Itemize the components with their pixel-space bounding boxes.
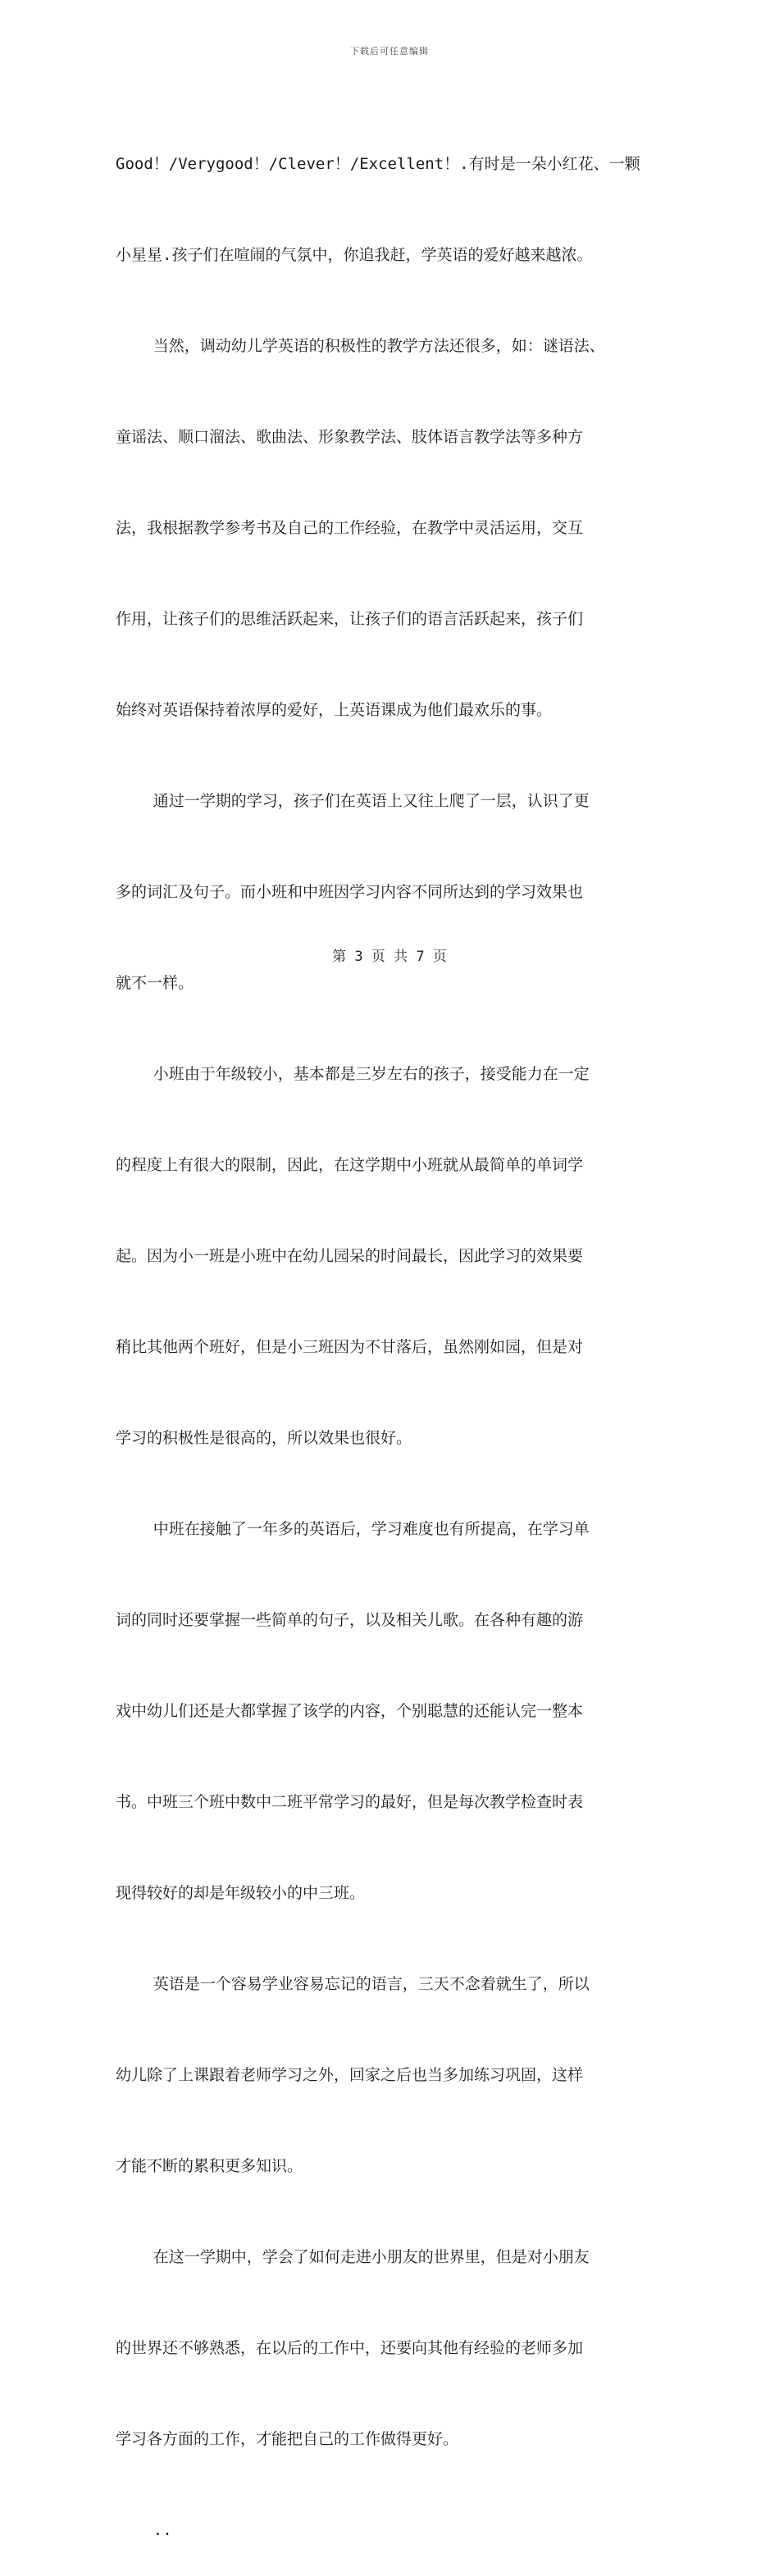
body-line: 童谣法、顺口溜法、歌曲法、形象教学法、肢体语言教学法等多种方 (116, 428, 584, 446)
body-line: Good！/Verygood！/Clever！/Excellent！.有时是一朵小红花、一颗 (116, 155, 640, 173)
body-line: 中班在接触了一年多的英语后，学习难度也有所提高，在学习单 (116, 1520, 590, 1538)
body-line: 始终对英语保持着浓厚的爱好，上英语课成为他们最欢乐的事。 (116, 701, 553, 719)
document-body (116, 89, 673, 2576)
body-line: 稍比其他两个班好，但是小三班因为不甘落后，虽然刚如园，但是对 (116, 1338, 584, 1356)
body-line: 才能不断的累积更多知识。 (116, 2157, 303, 2175)
body-line: 学习的积极性是很高的，所以效果也很好。 (116, 1429, 412, 1447)
body-line: 词的同时还要掌握一些简单的句子，以及相关儿歌。在各种有趣的游 (116, 1611, 584, 1629)
page-header: 下载后可任意编辑 (350, 46, 429, 57)
body-line: 小班由于年级较小，基本都是三岁左右的孩子，接受能力在一定 (116, 1065, 590, 1083)
body-line: 法，我根据教学参考书及自己的工作经验，在教学中灵活运用，交互 (116, 519, 584, 537)
body-line: 当然，调动幼儿学英语的积极性的教学方法还很多，如：谜语法、 (116, 337, 605, 355)
body-line: 的程度上有很大的限制，因此，在这学期中小班就从最简单的单词学 (116, 1156, 584, 1174)
body-line: 就不一样。 (116, 974, 194, 992)
body-line: 通过一学期的学习，孩子们在英语上又往上爬了一层，认识了更 (116, 792, 590, 810)
body-line: .. (116, 2521, 172, 2539)
body-line: 书。中班三个班中数中二班平常学习的最好，但是每次教学检查时表 (116, 1793, 584, 1811)
body-line: 小星星.孩子们在喧闹的气氛中，你追我赶，学英语的爱好越来越浓。 (116, 246, 593, 264)
body-line: 在这一学期中，学会了如何走进小朋友的世界里，但是对小朋友 (116, 2248, 590, 2266)
page-footer: 第 3 页 共 7 页 (332, 949, 447, 965)
body-line: 作用，让孩子们的思维活跃起来，让孩子们的语言活跃起来，孩子们 (116, 610, 584, 628)
body-line: 现得较好的却是年级较小的中三班。 (116, 1884, 366, 1902)
body-line: 英语是一个容易学业容易忘记的语言，三天不念着就生了，所以 (116, 1975, 590, 1993)
body-line: 学习各方面的工作，才能把自己的工作做得更好。 (116, 2430, 459, 2448)
body-line: 的世界还不够熟悉，在以后的工作中，还要向其他有经验的老师多加 (116, 2339, 584, 2357)
body-line: 幼儿除了上课跟着老师学习之外，回家之后也当多加练习巩固，这样 (116, 2066, 584, 2084)
body-line: 戏中幼儿们还是大都掌握了该学的内容，个别聪慧的还能认完一整本 (116, 1702, 584, 1720)
body-line: 多的词汇及句子。而小班和中班因学习内容不同所达到的学习效果也 (116, 883, 584, 901)
body-line: 起。因为小一班是小班中在幼儿园呆的时间最长，因此学习的效果要 (116, 1247, 584, 1265)
